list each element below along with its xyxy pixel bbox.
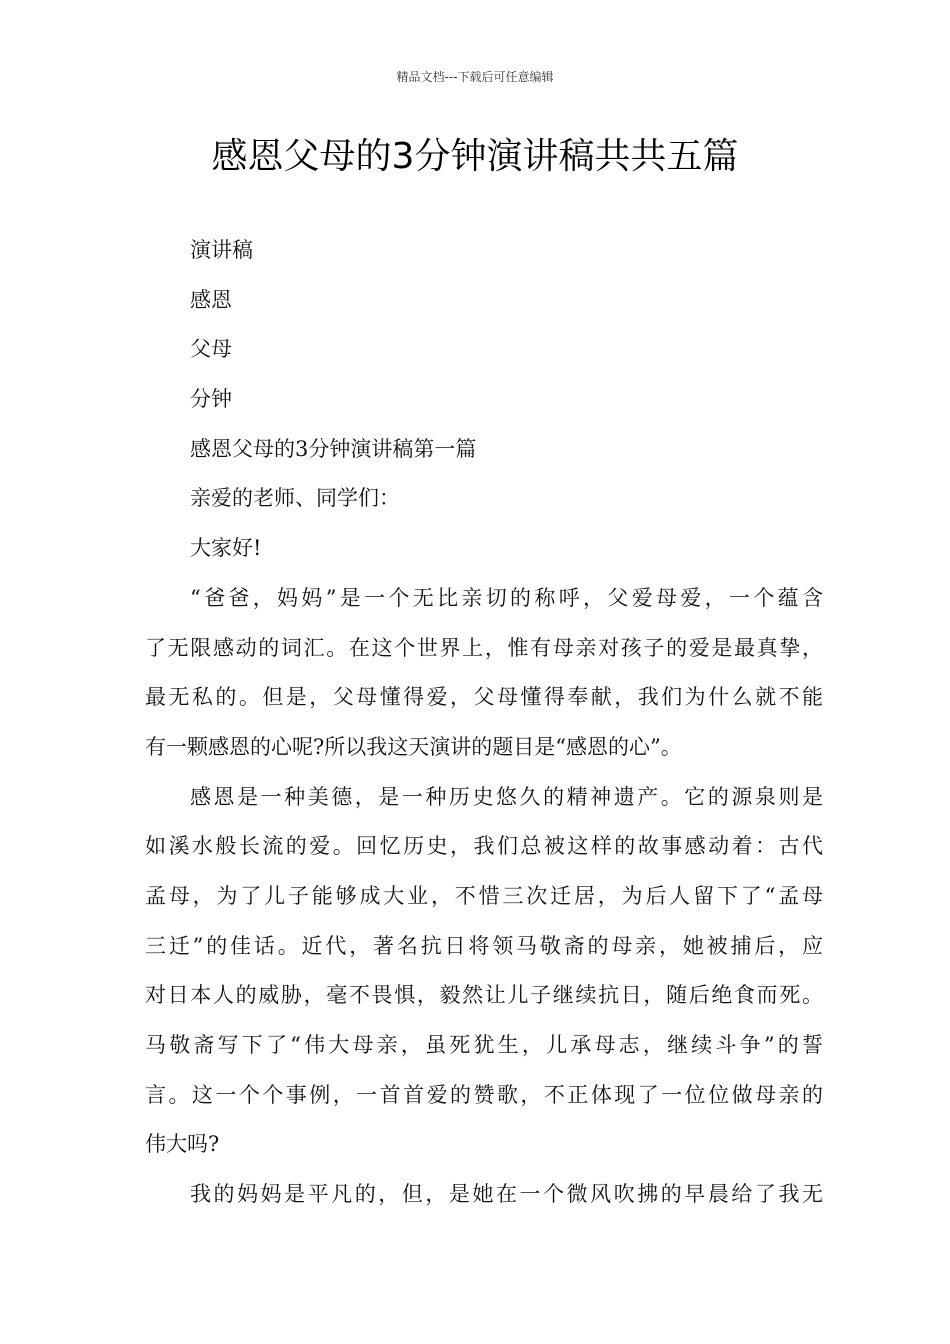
paragraph (145, 331, 823, 381)
paragraph (145, 381, 823, 431)
text-line: 演讲稿 (190, 238, 253, 262)
text-line: “爸爸，妈妈”是一个无比亲切的称呼，父爱母爱，一个蕴含 (190, 585, 823, 610)
text-line: 孟母，为了儿子能够成大业，不惜三次迁居，为后人留下了“孟母 (145, 883, 823, 908)
paragraph (145, 232, 823, 282)
page-header: 精品文档---下载后可任意编辑 (396, 70, 554, 84)
text-line: 大家好! (190, 536, 262, 561)
text-line: 马敬斋写下了“伟大母亲，虽死犹生，儿承母志，继续斗争”的誓 (145, 1033, 823, 1057)
paragraph (145, 779, 823, 1177)
paragraph (145, 1176, 823, 1226)
text-line: 感恩是一种美德，是一种历史悠久的精神遗产。它的源泉则是 (190, 784, 823, 809)
text-line: 三迁”的佳话。近代，著名抗日将领马敬斋的母亲，她被捕后，应 (145, 933, 823, 958)
paragraph (145, 580, 823, 779)
document-title: 感恩父母的3分钟演讲稿共共五篇 (211, 136, 739, 177)
paragraph (145, 431, 823, 481)
text-line: 分钟 (190, 387, 232, 412)
text-line: 最无私的。但是，父母懂得爱，父母懂得奉献，我们为什么就不能 (145, 685, 823, 710)
text-line: 感恩 (190, 287, 232, 312)
text-line: 父母 (190, 337, 232, 362)
text-line: 感恩父母的3分钟演讲稿第一篇 (190, 436, 477, 461)
paragraph (145, 282, 823, 332)
paragraph (145, 480, 823, 530)
text-line: 如溪水般长流的爱。回忆历史，我们总被这样的故事感动着：古代 (145, 834, 823, 859)
document-body (145, 232, 823, 1226)
text-line: 伟大吗? (145, 1132, 220, 1157)
text-line: 了无限感动的词汇。在这个世界上，惟有母亲对孩子的爱是最真挚， (145, 635, 823, 660)
text-line: 言。这一个个事例，一首首爱的赞歌，不正体现了一位位做母亲的 (145, 1082, 823, 1107)
text-line: 有一颗感恩的心呢?所以我这天演讲的题目是“感恩的心”。 (145, 734, 682, 759)
text-line: 亲爱的老师、同学们： (190, 486, 400, 511)
paragraph (145, 530, 823, 580)
text-line: 我的妈妈是平凡的，但，是她在一个微风吹拂的早晨给了我无 (190, 1182, 823, 1207)
text-line: 对日本人的威胁，毫不畏惧，毅然让儿子继续抗日，随后绝食而死。 (145, 983, 823, 1008)
